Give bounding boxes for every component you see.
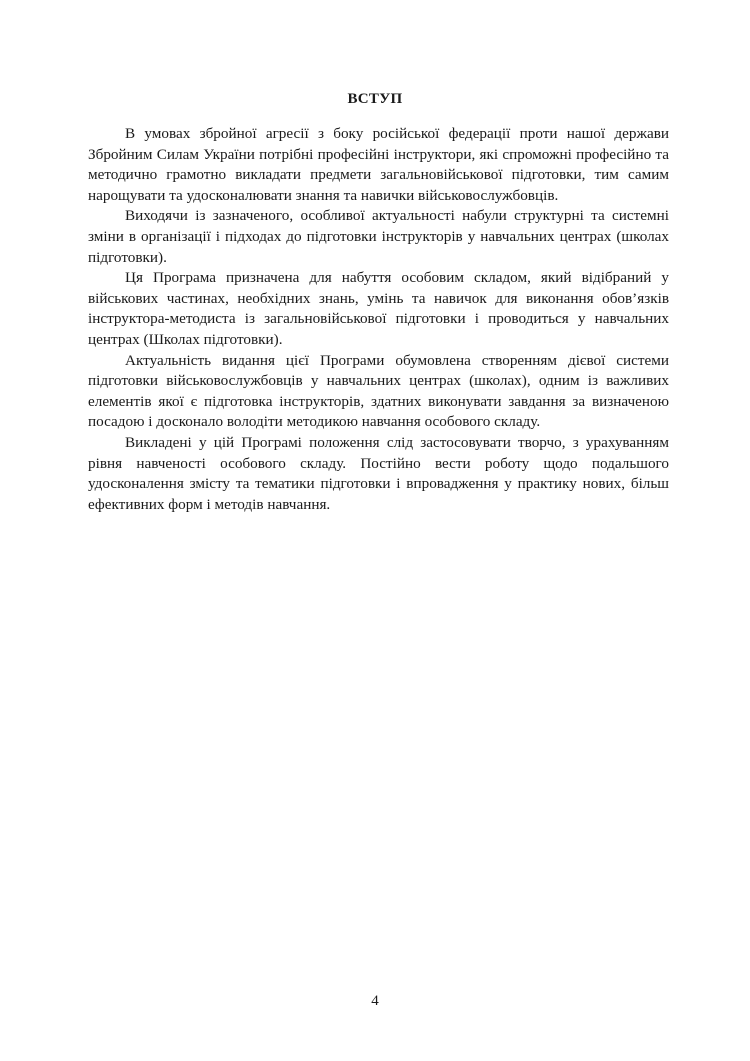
- paragraph: Актуальність видання цієї Програми обумовлена створенням дієвої системи підготовки військовослужбовців у навчальних центрах (школах), одним із важливих елементів якої є підготовка інструкторів, здатних виконувати завдання за визначеною посадою і досконало володіти методикою навчання особового складу.: [88, 351, 669, 431]
- section-title: ВСТУП: [347, 91, 403, 107]
- page-number: 4: [371, 993, 379, 1009]
- paragraph: Ця Програма призначена для набуття особовим складом, який відібраний у військових частинах, необхідних знань, умінь та навичок для виконання обов’язків інструктора-методиста із загальновійськової підготовки і проводиться у навчальних центрах (Школах підготовки).: [88, 269, 669, 348]
- paragraph: Викладені у цій Програмі положення слід застосовувати творчо, з урахуванням рівня навченості особового складу. Постійно вести роботу щодо подальшого удосконалення змісту та тематики підготовки і впровадження у практику нових, більш ефективних форм і методів навчання.: [88, 433, 669, 513]
- paragraph: В умовах збройної агресії з боку російської федерації проти нашої держави Збройним Силам України потрібні професійні інструктори, які спроможні професійно та методично грамотно викладати предмети загальновійськової підготовки, тим самим нарощувати та удосконалювати знання та навички військовослужбовців.: [88, 125, 669, 204]
- paragraph: Виходячи із зазначеного, особливої актуальності набули структурні та системні зміни в організації і підходах до підготовки інструкторів у навчальних центрах (школах підготовки).: [88, 207, 669, 266]
- body-text: [88, 124, 669, 515]
